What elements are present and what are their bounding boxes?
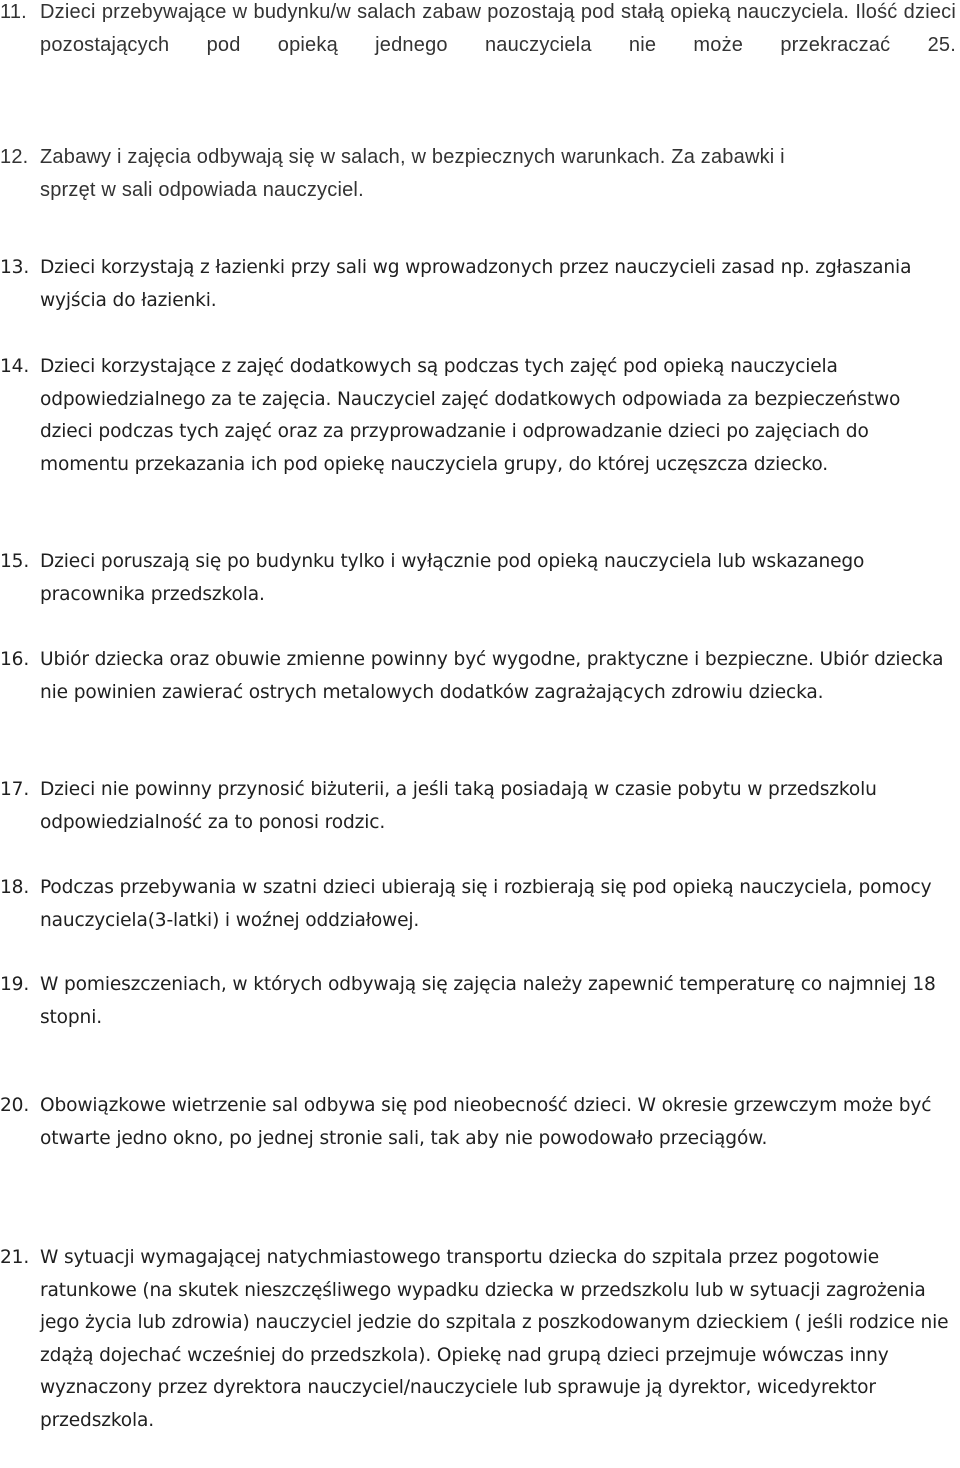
- list-item: [0, 774, 960, 839]
- item-text: Zabawy i zajęcia odbywają się w salach, w bezpiecznych warunkach. Za zabawki i sprzęt w sali odpowiada nauczyciel.: [40, 146, 785, 201]
- item-number: 21.: [0, 1247, 30, 1268]
- list-item: [0, 252, 960, 317]
- item-number: 17.: [0, 779, 30, 800]
- list-item: [0, 969, 960, 1034]
- item-text: Dzieci korzystające z zajęć dodatkowych są podczas tych zajęć pod opieką nauczyciela odpowiedzialnego za te zajęcia. Nauczyciel zajęć dodatkowych odpowiada za bezpieczeństwo dzieci podczas tych zajęć oraz za przyprowadzanie i odprowadzanie dzieci po zajęciach do momentu przekazania ich pod opiekę nauczyciela grupy, do której uczęszcza dziecko.: [40, 356, 901, 475]
- item-number: 14.: [0, 356, 30, 377]
- item-text: Ubiór dziecka oraz obuwie zmienne powinny być wygodne, praktyczne i bezpieczne. Ubiór dziecka nie powinien zawierać ostrych metalowych dodatków zagrażających zdrowiu dziecka.: [40, 649, 944, 703]
- item-text: Dzieci korzystają z łazienki przy sali wg wprowadzonych przez nauczycieli zasad np. zgłaszania wyjścia do łazienki.: [40, 257, 912, 311]
- list-item: [0, 872, 960, 937]
- item-number: 19.: [0, 974, 30, 995]
- item-number: 11.: [0, 1, 27, 23]
- item-text: W sytuacji wymagającej natychmiastowego transportu dziecka do szpitala przez pogotowie ratunkowe (na skutek nieszczęśliwego wypadku dziecka w przedszkolu lub w sytuacji zagrożenia jego życia lub zdrowia) nauczyciel jedzie do szpitala z poszkodowanym dzieckiem ( jeśli rodzice nie zdążą dojechać wcześniej do przedszkola). Opiekę nad grupą dzieci przejmuje wówczas inny wyznaczony przez dyrektora nauczyciel/nauczyciele lub sprawuje ją dyrektor, wicedyrektor przedszkola.: [40, 1247, 949, 1431]
- list-item: [0, 0, 960, 94]
- item-text: Obowiązkowe wietrzenie sal odbywa się pod nieobecność dzieci. W okresie grzewczym może być otwarte jedno okno, po jednej stronie sali, tak aby nie powodowało przeciągów.: [40, 1095, 932, 1149]
- list-item: [0, 546, 960, 611]
- item-number: 18.: [0, 877, 30, 898]
- item-text: Dzieci nie powinny przynosić biżuterii, a jeśli taką posiadają w czasie pobytu w przedszkolu odpowiedzialność za to ponosi rodzic.: [40, 779, 877, 833]
- list-item: [0, 141, 960, 206]
- item-number: 13.: [0, 257, 30, 278]
- list-item: [0, 1090, 960, 1155]
- item-number: 12.: [0, 146, 29, 168]
- list-item: [0, 351, 960, 481]
- item-number: 15.: [0, 551, 30, 572]
- item-text: Dzieci poruszają się po budynku tylko i wyłącznie pod opieką nauczyciela lub wskazanego pracownika przedszkola.: [40, 551, 865, 605]
- item-text: Dzieci przebywające w budynku/w salach zabaw pozostają pod stałą opieką nauczyciela. Ilość dzieci pozostających pod opieką jednego nauczyciela nie może przekraczać 25.: [40, 1, 956, 56]
- item-number: 20.: [0, 1095, 30, 1116]
- item-text: Podczas przebywania w szatni dzieci ubierają się i rozbierają się pod opieką nauczyciela, pomocy nauczyciela(3-latki) i woźnej oddziałowej.: [40, 877, 932, 931]
- list-item: [0, 1242, 960, 1437]
- list-item: [0, 644, 960, 709]
- item-number: 16.: [0, 649, 30, 670]
- item-text: W pomieszczeniach, w których odbywają się zajęcia należy zapewnić temperaturę co najmniej 18 stopni.: [40, 974, 936, 1028]
